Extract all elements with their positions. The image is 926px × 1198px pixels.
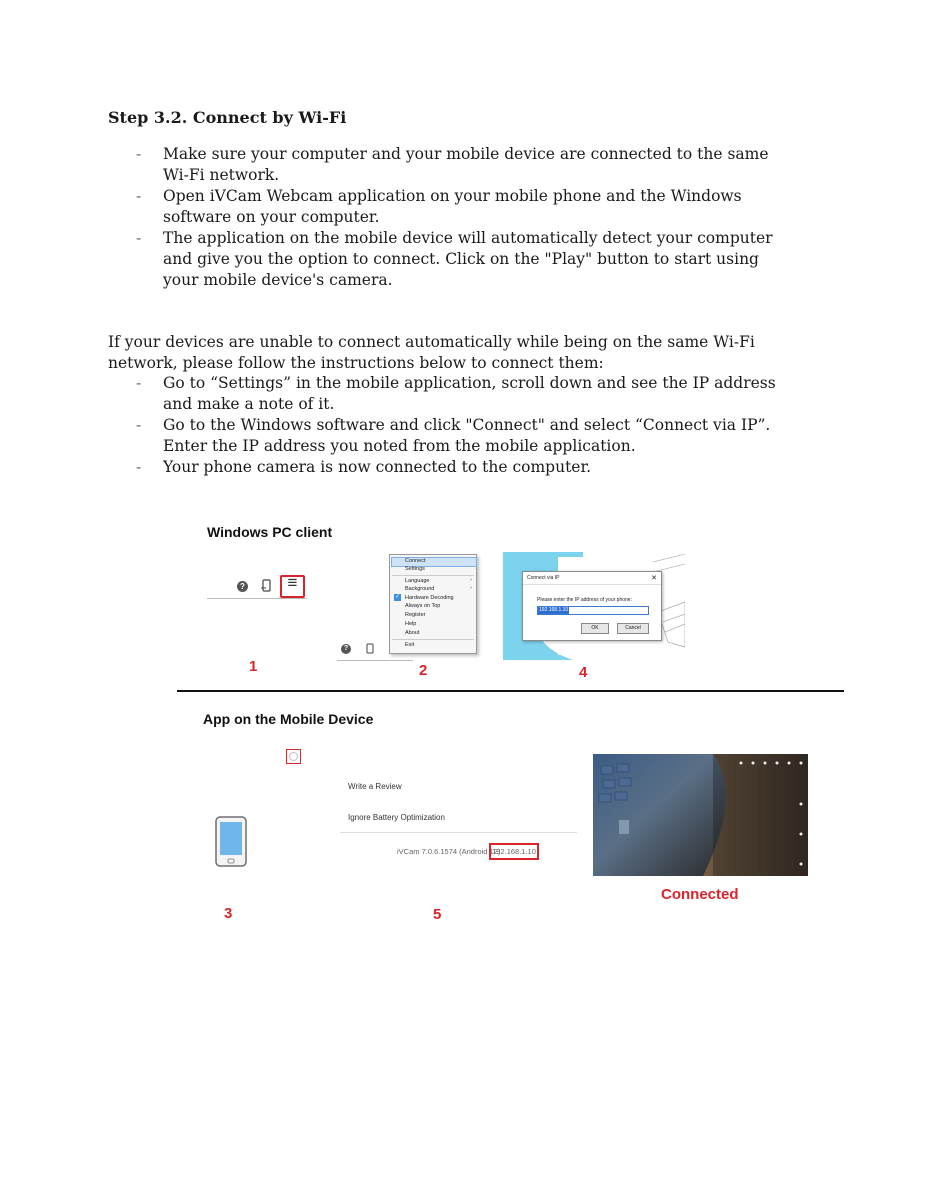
menu-item-settings[interactable]: Settings [405,566,425,572]
settings-divider [340,832,577,833]
ip-address-input[interactable] [537,606,649,615]
manual-connect-paragraph: If your devices are unable to connect automatically while being on the same Wi-Fi network, please follow the instructions below to connect them: [108,333,755,372]
help-icon[interactable]: ? [341,644,351,654]
list-item: - Go to “Settings” in the mobile application, scroll down and see the IP address and make a note of it. [136,374,776,413]
dialog-prompt: Please enter the IP address of your phone: [537,597,632,603]
list-marker: - [136,229,142,247]
close-icon[interactable]: ✕ [651,575,657,582]
menu-item-always-on-top[interactable]: Always on Top [405,603,441,609]
step-number-1: 1 [249,658,258,675]
dialog-divider [523,584,661,585]
toolbar-divider [337,660,413,661]
list-item: - Go to the Windows software and click "Connect" and select “Connect via IP”. Enter the IP address you noted from the mobile application. [136,416,771,455]
list-marker: - [136,416,142,434]
pc-client-title: Windows PC client [207,524,333,540]
ip-address-highlight: 192.168.1.10 [489,843,539,860]
cancel-button[interactable]: Cancel [617,623,649,634]
phone-link-icon[interactable] [261,579,273,593]
submenu-arrow-icon: › [470,577,472,583]
step-number-4: 4 [579,664,588,681]
menu-item-help[interactable]: Help [405,621,417,627]
menu-item-language[interactable]: Language [405,578,430,584]
instruction-list-wifi [108,144,808,291]
list-item: - Your phone camera is now connected to the computer. [136,458,592,476]
camera-preview-image [593,754,808,876]
context-menu [389,554,477,654]
step-number-5: 5 [433,906,442,923]
menu-item-connect[interactable]: Connect [405,558,426,564]
app-version-text: iVCam 7.0.6.1574 (Android 12) [397,847,501,856]
menu-item-background[interactable]: Background [405,586,435,592]
check-icon: ✓ [394,594,401,600]
list-marker: - [136,187,142,205]
list-marker: - [136,458,142,476]
list-item: - Open iVCam Webcam application on your mobile phone and the Windows software on your computer. [136,187,742,226]
connect-via-ip-dialog [522,571,662,641]
ip-address-value: 192.168.1.10 [539,607,569,613]
step-number-3: 3 [224,905,233,922]
step-number-2: 2 [419,662,428,679]
menu-item-about[interactable]: About [405,630,420,636]
phone-link-icon[interactable] [365,643,375,655]
menu-separator [392,575,474,576]
submenu-arrow-icon: › [470,585,472,591]
ok-button[interactable]: OK [581,623,609,634]
list-item: - The application on the mobile device will automatically detect your computer and give you the option to connect. Click on the "Play" button to start using your mobile device's camera. [136,229,773,289]
mobile-device-title: App on the Mobile Device [203,711,374,727]
dialog-title: Connect via IP [527,575,560,581]
help-icon[interactable]: ? [237,581,248,592]
figure-divider [177,690,844,692]
list-marker: - [136,145,142,163]
menu-item-highlight [391,557,477,567]
menu-item-hardware-decoding[interactable]: Hardware Decoding [405,595,454,601]
settings-button-highlight [286,749,301,764]
write-review-item[interactable]: Write a Review [348,782,402,791]
menu-item-register[interactable]: Register [405,612,426,618]
ignore-battery-optimization-item[interactable]: Ignore Battery Optimization [348,813,445,822]
list-item: - Make sure your computer and your mobile device are connected to the same Wi-Fi network. [136,145,769,184]
toolbar-divider [207,598,307,599]
menu-separator [392,639,474,640]
settings-icon[interactable] [289,752,298,761]
connected-label: Connected [661,886,739,903]
hamburger-menu-icon[interactable]: ≡ [287,573,298,592]
menu-item-exit[interactable]: Exit [405,642,415,648]
instruction-list-manual [108,373,808,478]
section-heading: Step 3.2. Connect by Wi-Fi [108,108,347,127]
list-marker: - [136,374,142,392]
phone-device-icon [214,815,248,868]
